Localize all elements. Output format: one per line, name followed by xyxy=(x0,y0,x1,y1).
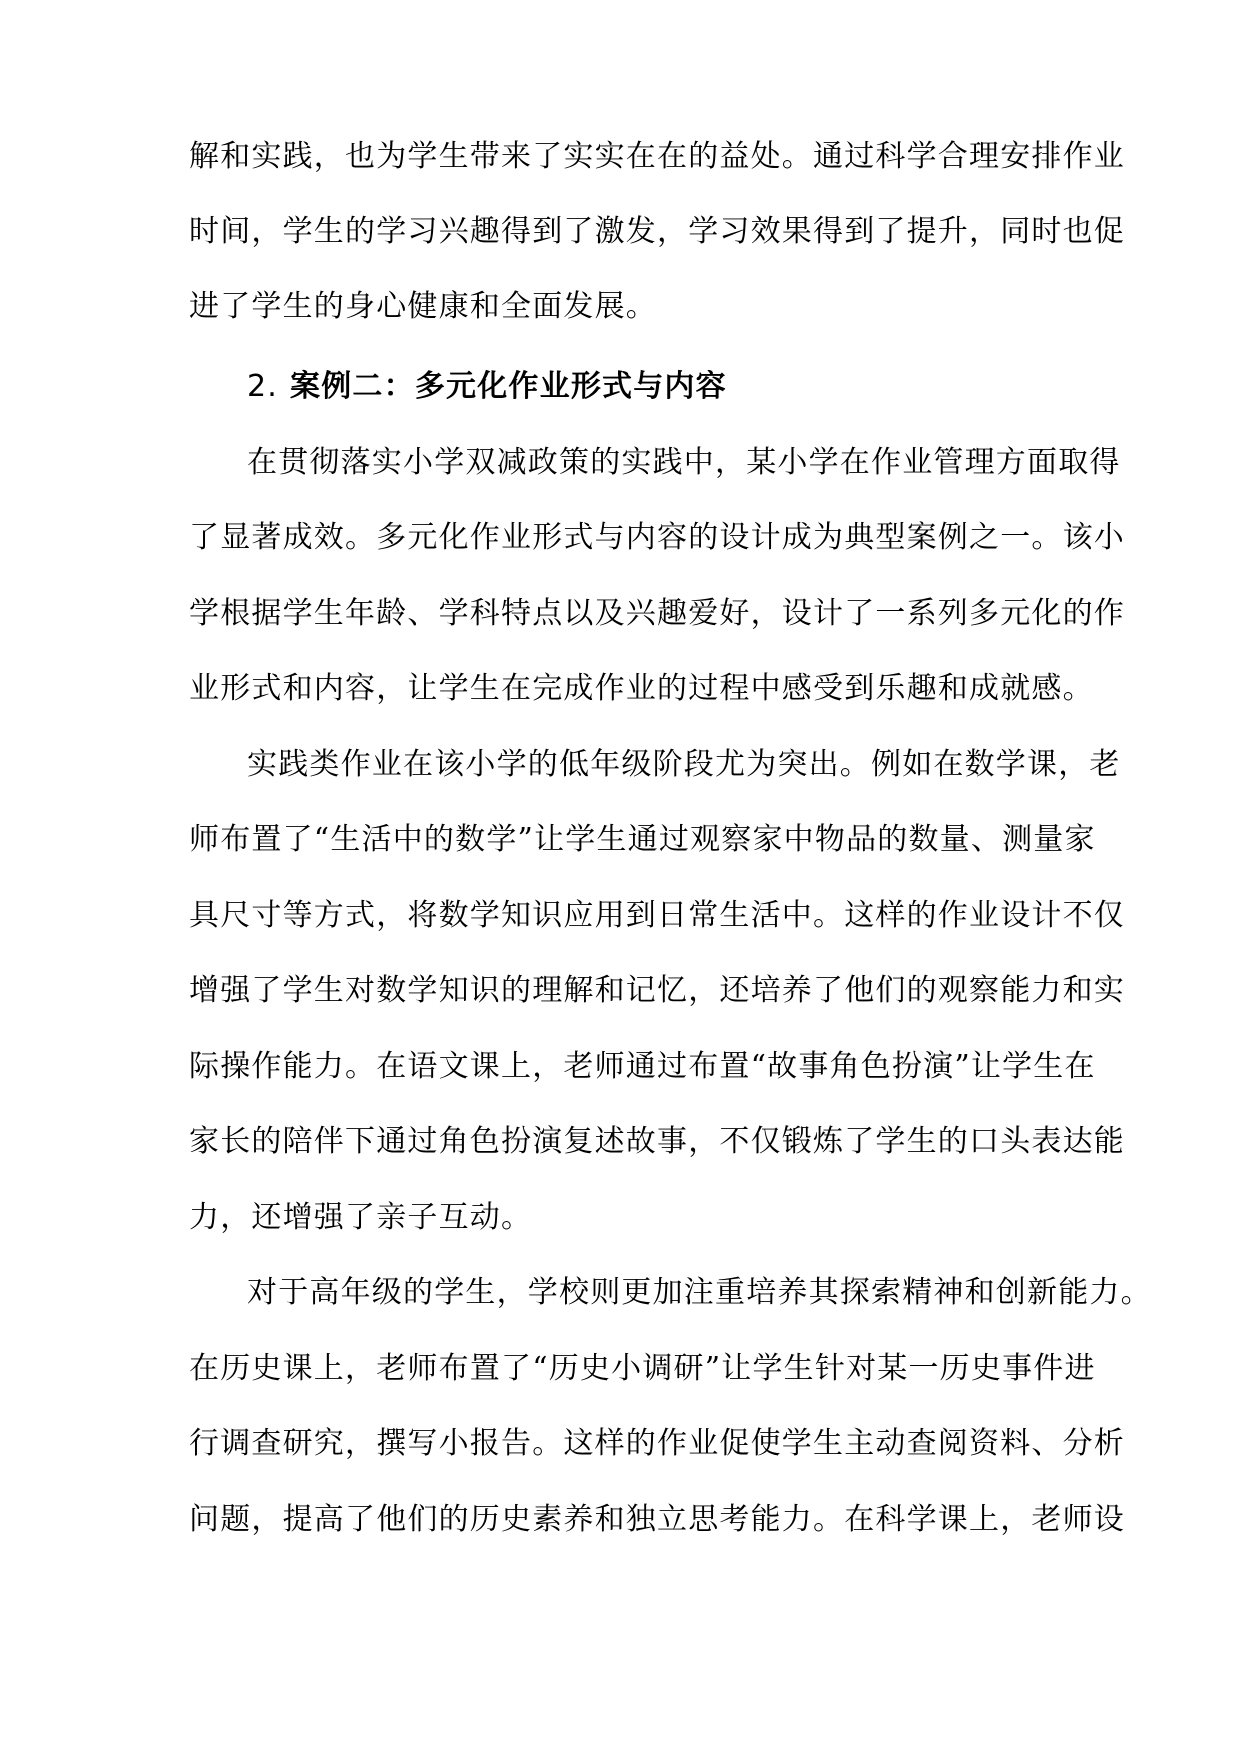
text-line: 时间，学生的学习兴趣得到了激发，学习效果得到了提升，同时也促 xyxy=(189,214,1125,249)
text-line: 进了学生的身心健康和全面发展。 xyxy=(189,289,657,324)
paragraph-line: 家长的陪伴下通过角色扮演复述故事，不仅锻炼了学生的口头表达能 xyxy=(189,1124,1125,1159)
paragraph-line: 在贯彻落实小学双减政策的实践中，某小学在作业管理方面取得 xyxy=(247,445,1121,480)
paragraph-line: 力，还增强了亲子互动。 xyxy=(189,1200,533,1235)
paragraph-line: 实践类作业在该小学的低年级阶段尤为突出。例如在数学课，老 xyxy=(247,747,1121,782)
text-line: 解和实践，也为学生带来了实实在在的益处。通过科学合理安排作业 xyxy=(189,139,1125,174)
paragraph-line: 行调查研究，撰写小报告。这样的作业促使学生主动查阅资料、分析 xyxy=(189,1426,1125,1461)
paragraph-line: 学根据学生年龄、学科特点以及兴趣爱好，设计了一系列多元化的作 xyxy=(189,596,1125,631)
paragraph-line: 际操作能力。在语文课上，老师通过布置“故事角色扮演”让学生在 xyxy=(189,1049,1096,1084)
section-number: 2. xyxy=(247,369,279,404)
section-heading xyxy=(247,367,1069,407)
paragraph-line: 增强了学生对数学知识的理解和记忆，还培养了他们的观察能力和实 xyxy=(189,973,1125,1008)
paragraph-line: 师布置了“生活中的数学”让学生通过观察家中物品的数量、测量家 xyxy=(189,822,1096,857)
section-title: 案例二：多元化作业形式与内容 xyxy=(290,369,727,404)
paragraph-line: 在历史课上，老师布置了“历史小调研”让学生针对某一历史事件进 xyxy=(189,1351,1096,1386)
paragraph-line: 对于高年级的学生，学校则更加注重培养其探索精神和创新能力。 xyxy=(247,1275,1152,1310)
paragraph-line: 了显著成效。多元化作业形式与内容的设计成为典型案例之一。该小 xyxy=(189,520,1125,555)
paragraph-line: 业形式和内容，让学生在完成作业的过程中感受到乐趣和成就感。 xyxy=(189,671,1094,706)
paragraph-line: 具尺寸等方式，将数学知识应用到日常生活中。这样的作业设计不仅 xyxy=(189,898,1125,933)
paragraph-line: 问题，提高了他们的历史素养和独立思考能力。在科学课上，老师设 xyxy=(189,1502,1125,1537)
